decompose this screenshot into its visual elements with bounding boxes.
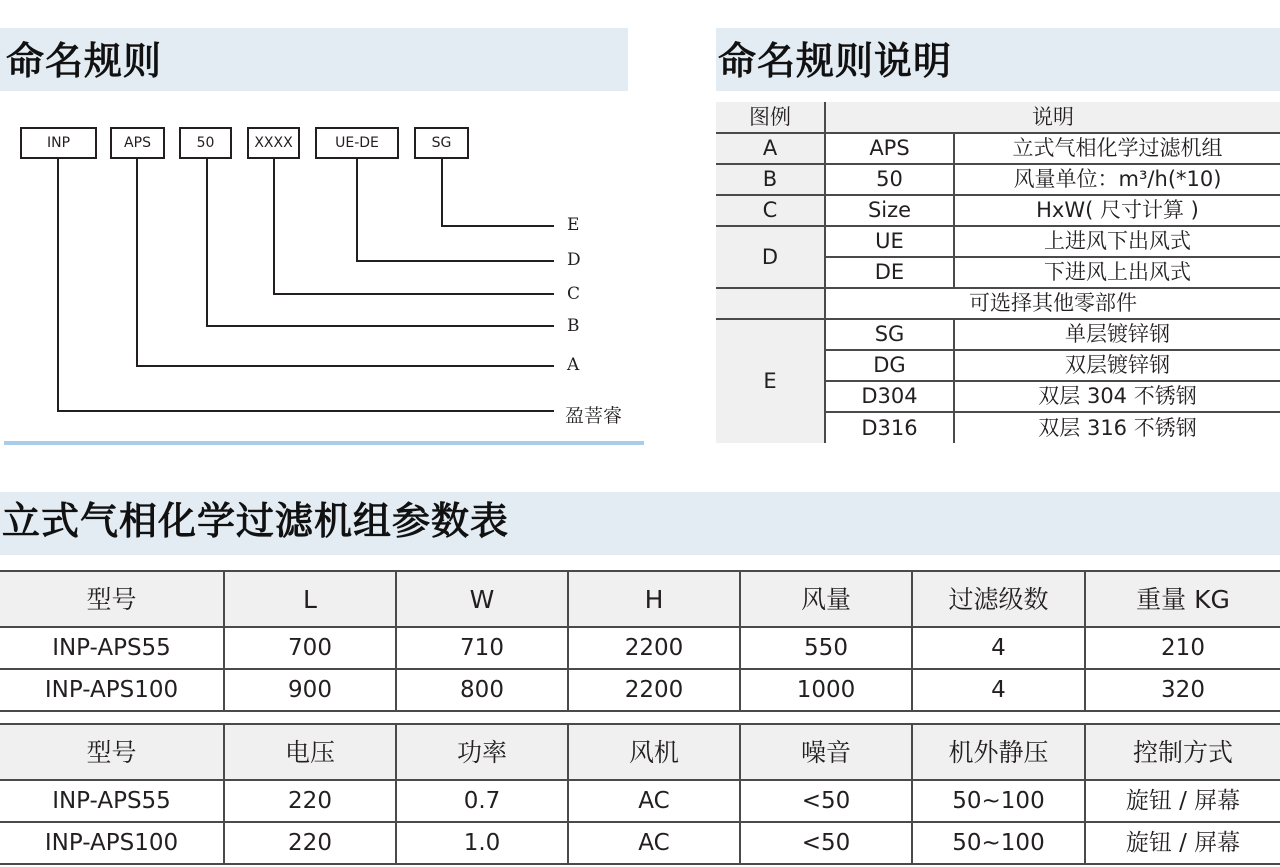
header-cell: 功率 (396, 724, 568, 780)
row-a-code: APS (825, 133, 954, 164)
row-d-code-ue: UE (825, 226, 954, 257)
label-b: B (567, 316, 580, 336)
table-cell: 1.0 (396, 822, 568, 864)
table-cell: INP-APS55 (0, 627, 224, 669)
table-cell: 800 (396, 669, 568, 711)
table-header-row (0, 724, 1280, 780)
code-box-sg: SG (414, 127, 469, 159)
row-b-desc: 风量单位：m³/h(*10) (954, 164, 1280, 195)
table-cell: 4 (912, 627, 1085, 669)
row-e-desc: 双层 316 不锈钢 (954, 412, 1280, 443)
table-row (0, 780, 1280, 822)
header-cell: W (396, 571, 568, 627)
table-cell: <50 (740, 780, 912, 822)
row-b-code: 50 (825, 164, 954, 195)
row-e-code: DG (825, 350, 954, 381)
row-c-key: C (716, 195, 825, 226)
table-cell: 210 (1085, 627, 1280, 669)
parameter-table-title-bar (0, 492, 1280, 555)
explanation-header-row (716, 102, 1280, 133)
diagram-divider (4, 441, 644, 445)
row-a-desc: 立式气相化学过滤机组 (954, 133, 1280, 164)
table-row (0, 627, 1280, 669)
table-cell: 220 (224, 780, 396, 822)
connector-c-vertical (273, 159, 275, 295)
header-cell: 机外静压 (912, 724, 1085, 780)
connector-e-horizontal (441, 225, 554, 227)
table-cell: 710 (396, 627, 568, 669)
table-cell: 旋钮 / 屏幕 (1085, 780, 1280, 822)
header-legend: 图例 (716, 102, 825, 133)
code-box-aps: APS (110, 127, 165, 159)
table-cell: 0.7 (396, 780, 568, 822)
connector-d-horizontal (356, 260, 554, 262)
label-c: C (567, 284, 581, 304)
header-cell: H (568, 571, 740, 627)
table-cell: 50~100 (912, 822, 1085, 864)
naming-explanation-title: 命名规则说明 (718, 39, 953, 83)
row-d-code-de: DE (825, 257, 954, 288)
row-e-code: D304 (825, 381, 954, 412)
table-cell: INP-APS100 (0, 669, 224, 711)
table-cell: 700 (224, 627, 396, 669)
table-cell: AC (568, 822, 740, 864)
table-cell: 1000 (740, 669, 912, 711)
connector-d-vertical (356, 159, 358, 262)
row-e-code: SG (825, 319, 954, 350)
row-e-desc: 双层镀锌钢 (954, 350, 1280, 381)
table-cell: INP-APS100 (0, 822, 224, 864)
connector-b-vertical (206, 159, 208, 327)
table-cell: 50~100 (912, 780, 1085, 822)
row-e-code: D316 (825, 412, 954, 443)
explanation-row-d1 (716, 226, 1280, 257)
connector-b-horizontal (206, 325, 554, 327)
connector-a-horizontal (136, 365, 554, 367)
connector-e-vertical (441, 159, 443, 227)
row-e-desc: 双层 304 不锈钢 (954, 381, 1280, 412)
row-d-key: D (716, 226, 825, 288)
table-cell: 900 (224, 669, 396, 711)
table-cell: 2200 (568, 627, 740, 669)
explanation-row-b (716, 164, 1280, 195)
table-cell: 550 (740, 627, 912, 669)
connector-brand-vertical (57, 159, 59, 412)
optional-parts-note: 可选择其他零部件 (825, 288, 1280, 319)
row-d-desc-ue: 上进风下出风式 (954, 226, 1280, 257)
optional-blank-cell (716, 288, 825, 319)
label-a: A (567, 355, 580, 375)
parameter-table-electrical (0, 723, 1280, 865)
row-e-key: E (716, 319, 825, 443)
header-desc: 说明 (825, 102, 1280, 133)
parameter-table-dimensions (0, 570, 1280, 712)
code-box-ue-de: UE-DE (315, 127, 399, 159)
explanation-row-a (716, 133, 1280, 164)
row-c-code: Size (825, 195, 954, 226)
header-cell: 型号 (0, 571, 224, 627)
header-cell: L (224, 571, 396, 627)
table-cell: 320 (1085, 669, 1280, 711)
naming-explanation-title-bar (716, 28, 1280, 91)
table-cell: 旋钮 / 屏幕 (1085, 822, 1280, 864)
header-cell: 风机 (568, 724, 740, 780)
table-cell: 220 (224, 822, 396, 864)
label-brand: 盈菩睿 (565, 405, 623, 427)
table-cell: 4 (912, 669, 1085, 711)
table-row (0, 669, 1280, 711)
header-cell: 重量 KG (1085, 571, 1280, 627)
header-cell: 过滤级数 (912, 571, 1085, 627)
table-header-row (0, 571, 1280, 627)
row-c-desc: HxW( 尺寸计算 ) (954, 195, 1280, 226)
label-d: D (567, 250, 581, 270)
parameter-table-title: 立式气相化学过滤机组参数表 (2, 499, 510, 543)
naming-rules-title: 命名规则 (6, 39, 163, 83)
label-e: E (567, 215, 580, 235)
table-cell: <50 (740, 822, 912, 864)
explanation-row-optional (716, 288, 1280, 319)
connector-brand-horizontal (57, 410, 554, 412)
code-box-inp: INP (20, 127, 97, 159)
explanation-row-c (716, 195, 1280, 226)
header-cell: 风量 (740, 571, 912, 627)
table-row (0, 822, 1280, 864)
table-cell: AC (568, 780, 740, 822)
code-box-xxxx: XXXX (247, 127, 300, 159)
code-box-50: 50 (179, 127, 232, 159)
explanation-table (716, 102, 1280, 443)
row-b-key: B (716, 164, 825, 195)
row-e-desc: 单层镀锌钢 (954, 319, 1280, 350)
row-a-key: A (716, 133, 825, 164)
table-cell: 2200 (568, 669, 740, 711)
header-cell: 控制方式 (1085, 724, 1280, 780)
header-cell: 噪音 (740, 724, 912, 780)
row-d-desc-de: 下进风上出风式 (954, 257, 1280, 288)
header-cell: 电压 (224, 724, 396, 780)
table-cell: INP-APS55 (0, 780, 224, 822)
explanation-row-e1 (716, 319, 1280, 350)
naming-rules-title-bar (0, 28, 628, 91)
connector-a-vertical (136, 159, 138, 367)
header-cell: 型号 (0, 724, 224, 780)
connector-c-horizontal (273, 293, 554, 295)
